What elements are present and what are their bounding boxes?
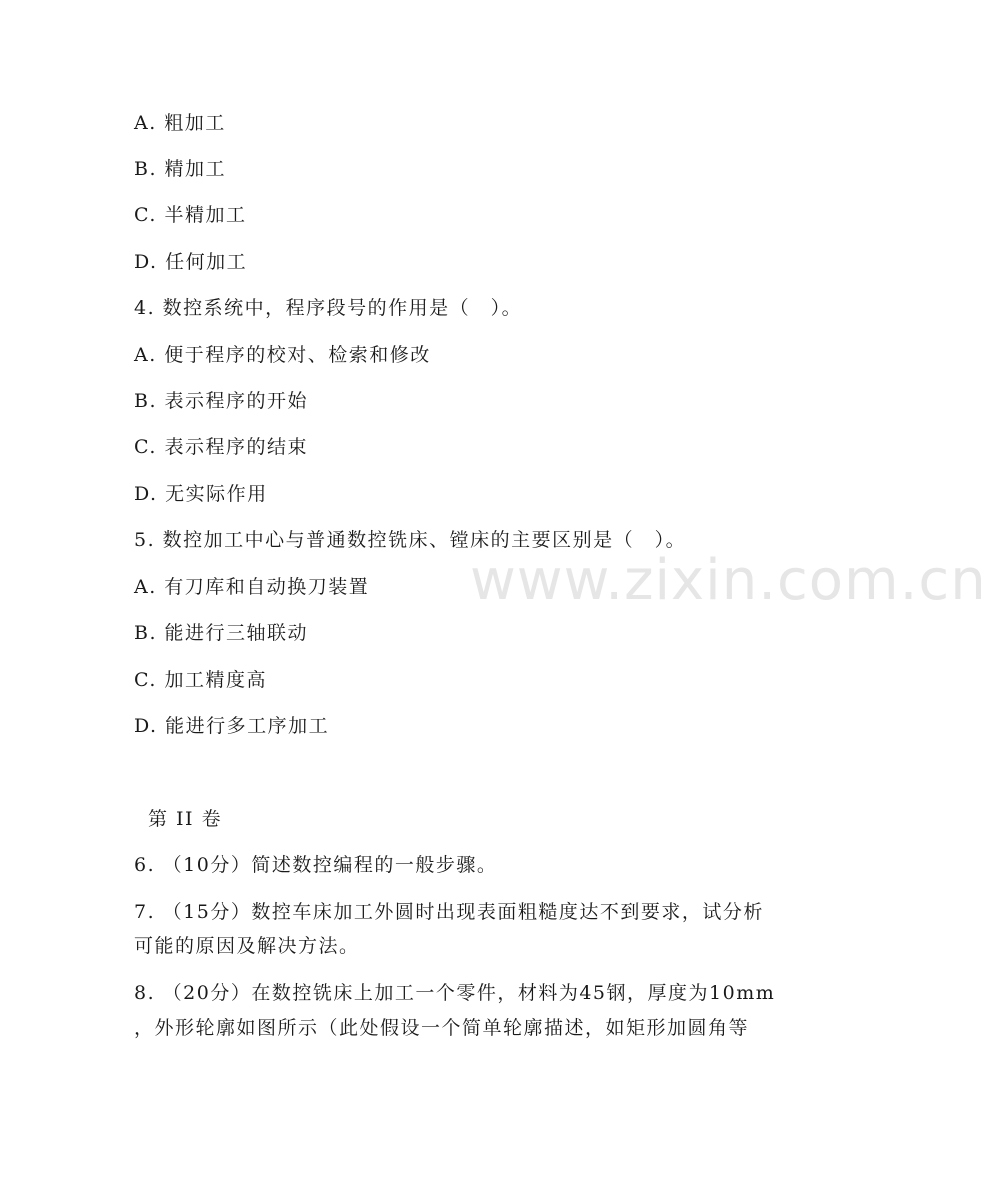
q8-stem-line-1: 8. （20分）在数控铣床上加工一个零件，材料为45钢，厚度为10mm (134, 982, 776, 1004)
q4-option-a: A. 便于程序的校对、检索和修改 (134, 344, 431, 366)
q3-option-b: B. 精加工 (134, 158, 227, 180)
q4-option-b: B. 表示程序的开始 (134, 390, 309, 412)
q5-stem: 5. 数控加工中心与普通数控铣床、镗床的主要区别是（ ）。 (134, 529, 687, 551)
q4-option-d: D. 无实际作用 (134, 483, 268, 505)
q4-option-c: C. 表示程序的结束 (134, 436, 308, 458)
q3-option-d: D. 任何加工 (134, 251, 248, 273)
q5-option-c: C. 加工精度高 (134, 669, 267, 691)
watermark: www.zixin.com.cn (470, 548, 987, 613)
q4-stem: 4. 数控系统中，程序段号的作用是（ ）。 (134, 297, 523, 319)
q5-option-d: D. 能进行多工序加工 (134, 715, 330, 737)
q7-stem-line-1: 7. （15分）数控车床加工外圆时出现表面粗糙度达不到要求，试分析 (134, 901, 764, 923)
q6-stem: 6. （10分）简述数控编程的一般步骤。 (134, 854, 498, 876)
q5-option-a: A. 有刀库和自动换刀装置 (134, 576, 370, 598)
q8-stem-line-2: ，外形轮廓如图所示（此处假设一个简单轮廓描述，如矩形加圆角等 (134, 1017, 750, 1039)
q7-stem-line-2: 可能的原因及解决方法。 (134, 935, 360, 957)
q3-option-a: A. 粗加工 (134, 112, 226, 134)
q3-option-c: C. 半精加工 (134, 204, 247, 226)
section-title: 第 II 卷 (148, 808, 223, 830)
q5-option-b: B. 能进行三轴联动 (134, 622, 309, 644)
